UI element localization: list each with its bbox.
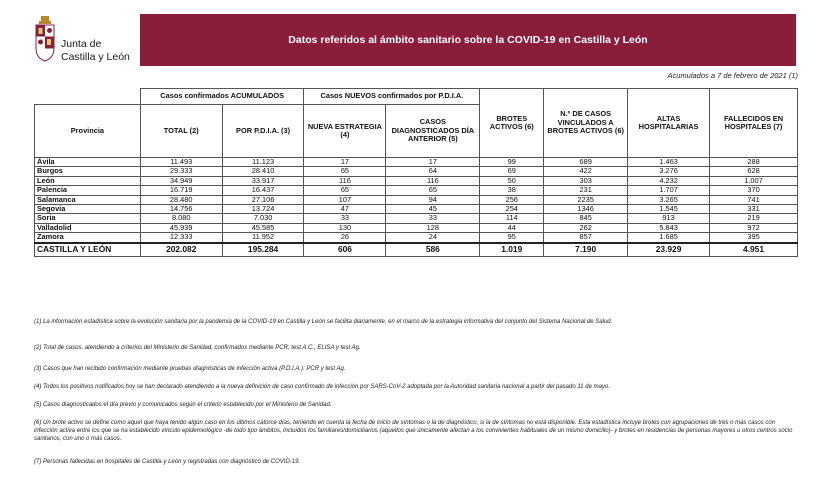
cell-total: 12.333 <box>140 233 222 243</box>
cell-provincia: Salamanca <box>35 195 141 204</box>
table-row <box>35 158 798 167</box>
table-row <box>35 176 798 185</box>
cell-pdia: 11.952 <box>222 233 304 243</box>
cell-diag: 65 <box>386 186 480 195</box>
col-header-provincia: Provincia <box>35 105 141 158</box>
table-row <box>35 186 798 195</box>
cell-nueva: 17 <box>304 158 386 167</box>
total-total: 202.082 <box>140 243 222 257</box>
cell-altas: 1.545 <box>628 205 710 214</box>
cell-brotes: 99 <box>480 158 544 167</box>
cell-total: 8.080 <box>140 214 222 223</box>
total-pdia: 195.284 <box>222 243 304 257</box>
col-header-vinculados: N.º DE CASOS VINCULADOS A BROTES ACTIVOS (6) <box>544 89 628 158</box>
col-header-nueva-estrategia: NUEVA ESTRATEGIA (4) <box>304 105 386 158</box>
total-vinculados: 7.190 <box>544 243 628 257</box>
cell-total: 11.493 <box>140 158 222 167</box>
cell-brotes: 44 <box>480 223 544 232</box>
total-diag: 586 <box>386 243 480 257</box>
cell-diag: 64 <box>386 167 480 176</box>
cell-altas: 1.463 <box>628 158 710 167</box>
col-header-pdia: POR P.D.I.A. (3) <box>222 105 304 158</box>
cell-altas: 5.843 <box>628 223 710 232</box>
cell-provincia: Burgos <box>35 167 141 176</box>
cell-diag: 94 <box>386 195 480 204</box>
title-banner <box>140 14 796 66</box>
cell-vinculados: 1346 <box>544 205 628 214</box>
total-brotes: 1.019 <box>480 243 544 257</box>
coat-of-arms-icon <box>34 16 56 62</box>
cell-brotes: 114 <box>480 214 544 223</box>
cell-altas: 3.276 <box>628 167 710 176</box>
page-title: Datos referidos al ámbito sanitario sobre la COVID-19 en Castilla y León <box>288 34 648 46</box>
cell-pdia: 16.437 <box>222 186 304 195</box>
cell-provincia: Ávila <box>35 158 141 167</box>
group-header-nuevos: Casos NUEVOS confirmados por P.D.I.A. <box>304 89 480 105</box>
total-altas: 23.929 <box>628 243 710 257</box>
cell-total: 34.949 <box>140 176 222 185</box>
cell-altas: 913 <box>628 214 710 223</box>
cell-fallecidos: 741 <box>710 195 798 204</box>
dateline: Acumulados a 7 de febrero de 2021 (1) <box>667 71 798 80</box>
cell-vinculados: 689 <box>544 158 628 167</box>
cell-nueva: 47 <box>304 205 386 214</box>
cell-altas: 1.707 <box>628 186 710 195</box>
cell-nueva: 65 <box>304 167 386 176</box>
cell-fallecidos: 370 <box>710 186 798 195</box>
cell-vinculados: 422 <box>544 167 628 176</box>
table-row <box>35 167 798 176</box>
junta-logo <box>34 12 134 68</box>
cell-nueva: 116 <box>304 176 386 185</box>
cell-provincia: León <box>35 176 141 185</box>
logo-line1: Junta de <box>61 38 102 50</box>
cell-provincia: Palencia <box>35 186 141 195</box>
col-header-brotes: BROTES ACTIVOS (6) <box>480 89 544 158</box>
group-header-acumulados: Casos confirmados ACUMULADOS <box>140 89 304 105</box>
cell-altas: 4.232 <box>628 176 710 185</box>
cell-pdia: 27.106 <box>222 195 304 204</box>
cell-diag: 45 <box>386 205 480 214</box>
cell-total: 29.333 <box>140 167 222 176</box>
cell-brotes: 256 <box>480 195 544 204</box>
footnote-6: (6) Un brote activo se define como aquel que haya tenido algún caso en los últimos catorce días, teniendo en cuenta la fecha de inicio de síntomas o la de diagnóstico, si la de síntomas no está disponible. Esta estadística incluye brotes con agrupaciones de tres o más casos con infección activa entre los que se ha establecido vínculo epidemiológico -de todo tipo ámbitos, incluidos los familiares/domiciliarios (aquellos que únicamente afectan a los convivientes habituales de un mismo domicilio)- y brotes en residencias de personas mayores u otros centros socio sanitarios, con uno o más casos. <box>34 420 793 442</box>
cell-pdia: 33.917 <box>222 176 304 185</box>
cell-vinculados: 2235 <box>544 195 628 204</box>
cell-brotes: 95 <box>480 233 544 243</box>
col-header-fallecidos: FALLECIDOS EN HOSPITALES (7) <box>710 89 798 158</box>
total-nueva: 606 <box>304 243 386 257</box>
cell-pdia: 7.030 <box>222 214 304 223</box>
cell-nueva: 130 <box>304 223 386 232</box>
table-row <box>35 195 798 204</box>
footnote-1: (1) La información estadística sobre la evolución sanitaria por la pandemia de la COVID-19 en Castilla y León se facilita diariamente, en el marco de la estrategia informativa del conjunto del Sistema Nacional de Salud. <box>34 319 613 325</box>
cell-diag: 128 <box>386 223 480 232</box>
table-row <box>35 214 798 223</box>
table-row <box>35 205 798 214</box>
cell-pdia: 11.123 <box>222 158 304 167</box>
cell-diag: 17 <box>386 158 480 167</box>
cell-fallecidos: 331 <box>710 205 798 214</box>
cell-vinculados: 845 <box>544 214 628 223</box>
cell-brotes: 254 <box>480 205 544 214</box>
cell-total: 14.756 <box>140 205 222 214</box>
cell-altas: 1.685 <box>628 233 710 243</box>
cell-brotes: 38 <box>480 186 544 195</box>
col-header-altas: ALTAS HOSPITALARIAS <box>628 89 710 158</box>
cell-fallecidos: 395 <box>710 233 798 243</box>
blank-corner <box>35 89 141 105</box>
footnote-7: (7) Personas fallecidas en hospitales de Castilla y León y registradas con diagnóstico de COVID-19. <box>34 459 301 465</box>
cell-diag: 24 <box>386 233 480 243</box>
cell-diag: 33 <box>386 214 480 223</box>
cell-diag: 116 <box>386 176 480 185</box>
table-row <box>35 233 798 243</box>
covid-data-table <box>34 88 798 257</box>
cell-fallecidos: 972 <box>710 223 798 232</box>
cell-fallecidos: 1.007 <box>710 176 798 185</box>
cell-altas: 3.265 <box>628 195 710 204</box>
cell-vinculados: 262 <box>544 223 628 232</box>
total-row <box>35 243 798 257</box>
cell-pdia: 13.724 <box>222 205 304 214</box>
table-row <box>35 223 798 232</box>
table-body <box>35 158 798 257</box>
cell-provincia: Soria <box>35 214 141 223</box>
cell-pdia: 45.585 <box>222 223 304 232</box>
cell-vinculados: 303 <box>544 176 628 185</box>
cell-nueva: 65 <box>304 186 386 195</box>
cell-fallecidos: 219 <box>710 214 798 223</box>
total-fallecidos: 4.951 <box>710 243 798 257</box>
cell-provincia: Segovia <box>35 205 141 214</box>
cell-vinculados: 857 <box>544 233 628 243</box>
cell-nueva: 26 <box>304 233 386 243</box>
cell-pdia: 28.410 <box>222 167 304 176</box>
cell-total: 28.480 <box>140 195 222 204</box>
cell-brotes: 69 <box>480 167 544 176</box>
cell-vinculados: 231 <box>544 186 628 195</box>
col-header-diagnosticados: CASOS DIAGNOSTICADOS DÍA ANTERIOR (5) <box>386 105 480 158</box>
logo-line2: Castilla y León <box>61 51 130 63</box>
cell-brotes: 50 <box>480 176 544 185</box>
total-provincia: CASTILLA Y LEÓN <box>35 243 141 257</box>
cell-total: 45.939 <box>140 223 222 232</box>
footnote-5: (5) Casos diagnosticados el día previo y comunicados según el criterio establecido por el Ministerio de Sanidad. <box>34 402 332 408</box>
footnote-2: (2) Total de casos, atendiendo a criterios del Ministerio de Sanidad, confirmados mediante PCR, test A.C., ELISA y test Ag. <box>34 345 361 351</box>
cell-nueva: 107 <box>304 195 386 204</box>
cell-provincia: Zamora <box>35 233 141 243</box>
col-header-total: TOTAL (2) <box>140 105 222 158</box>
cell-total: 16.719 <box>140 186 222 195</box>
footnote-3: (3) Casos que han recibido confirmación mediante pruebas diagnósticas de infección activa (P.D.I.A.): PCR y test Ag. <box>34 366 346 372</box>
cell-nueva: 33 <box>304 214 386 223</box>
footnote-4: (4) Todos los positivos notificados hoy se han declarado atendiendo a la nueva definición de caso confirmado de infección por SARS-CoV-2 adoptada por la Autoridad sanitaria nacional a partir del pasado 11 de mayo. <box>34 384 610 390</box>
cell-fallecidos: 288 <box>710 158 798 167</box>
cell-fallecidos: 628 <box>710 167 798 176</box>
cell-provincia: Valladolid <box>35 223 141 232</box>
